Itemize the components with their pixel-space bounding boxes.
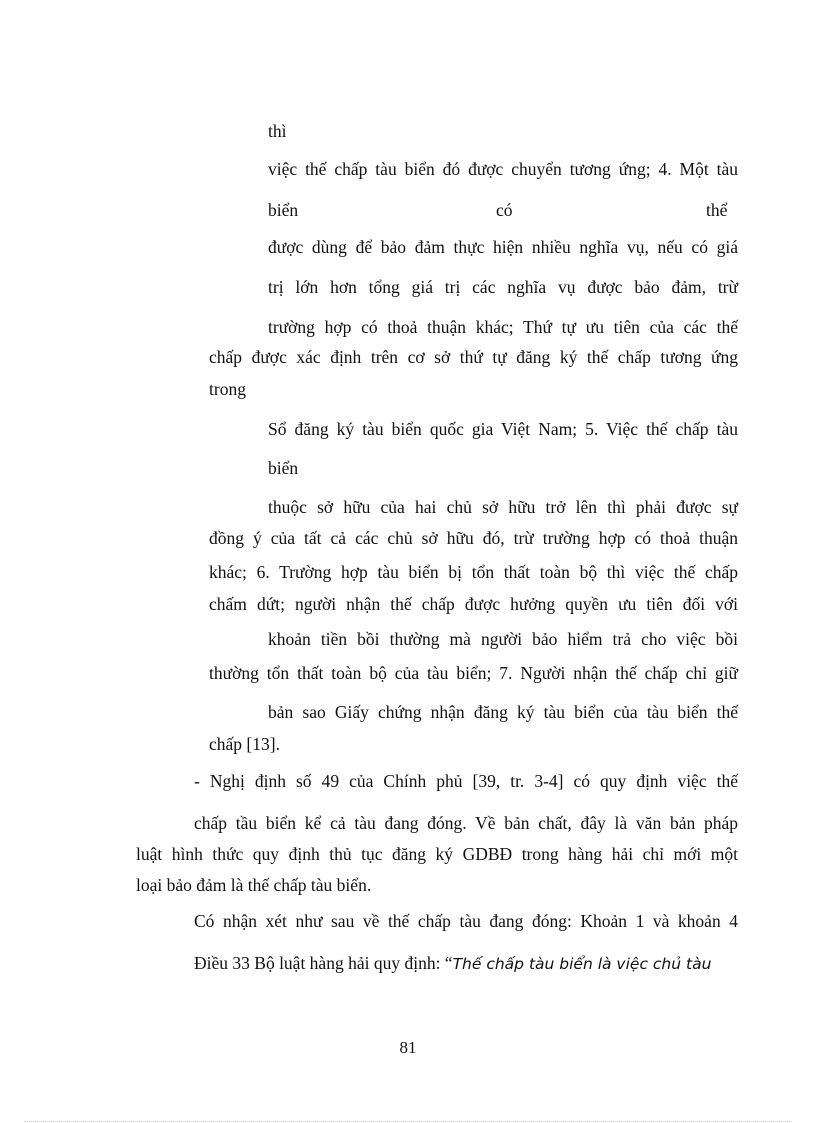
text-line: thường tổn thất toàn bộ của tàu biển; 7. Người nhận thế chấp chỉ giữ	[209, 663, 738, 683]
page-bottom-divider	[24, 1121, 792, 1122]
text-line: trị lớn hơn tổng giá trị các nghĩa vụ được bảo đảm, trừ	[268, 277, 738, 297]
text-line: đồng ý của tất cả các chủ sở hữu đó, trừ trường hợp có thoả thuận	[209, 528, 738, 548]
text-line: biển	[268, 200, 299, 220]
text-line: luật hình thức quy định thủ tục đăng ký GDBĐ trong hàng hải chỉ mới một	[136, 844, 738, 864]
text-line: thuộc sở hữu của hai chủ sở hữu trở lên thì phải được sự	[268, 497, 738, 517]
text-line: trường hợp có thoả thuận khác; Thứ tự ưu tiên của các thế	[268, 317, 738, 337]
text-line: Có nhận xét như sau về thế chấp tàu đang đóng: Khoản 1 và khoản 4	[194, 911, 738, 931]
text-line	[194, 952, 711, 975]
italic-quote: Thế chấp tàu biển là việc chủ tàu	[452, 955, 712, 973]
text-line: loại bảo đảm là thế chấp tàu biển.	[136, 875, 372, 895]
text-line: biển	[268, 458, 299, 478]
text-line: thì	[268, 121, 287, 141]
text-line: việc thế chấp tàu biển đó được chuyển tương ứng; 4. Một tàu	[268, 159, 738, 179]
text-line: được dùng để bảo đảm thực hiện nhiều nghĩa vụ, nếu có giá	[268, 237, 738, 257]
text-line: chấp được xác định trên cơ sở thứ tự đăng ký thế chấp tương ứng	[209, 347, 738, 367]
text-line: Sổ đăng ký tàu biển quốc gia Việt Nam; 5. Việc thế chấp tàu	[268, 419, 738, 439]
text-line: trong	[209, 379, 246, 399]
text-line: có	[496, 200, 513, 220]
text-line: chấp tầu biển kể cả tàu đang đóng. Về bản chất, đây là văn bản pháp	[194, 813, 738, 833]
text-line: khác; 6. Trường hợp tàu biển bị tổn thất toàn bộ thì việc thế chấp	[209, 562, 738, 582]
text-line: chấm dứt; người nhận thế chấp được hưởng quyền ưu tiên đối với	[209, 594, 738, 614]
text-line-lead: Điều 33 Bộ luật hàng hải quy định: “	[194, 953, 453, 973]
text-line: bản sao Giấy chứng nhận đăng ký tàu biển của tàu biển thế	[268, 702, 738, 722]
page-number: 81	[399, 1038, 417, 1057]
text-line: thể	[706, 200, 728, 220]
text-line: khoản tiền bồi thường mà người bảo hiểm trả cho việc bồi	[268, 629, 738, 649]
text-line: - Nghị định số 49 của Chính phủ [39, tr. 3-4] có quy định việc thế	[194, 771, 738, 791]
text-line: chấp [13].	[209, 734, 280, 754]
